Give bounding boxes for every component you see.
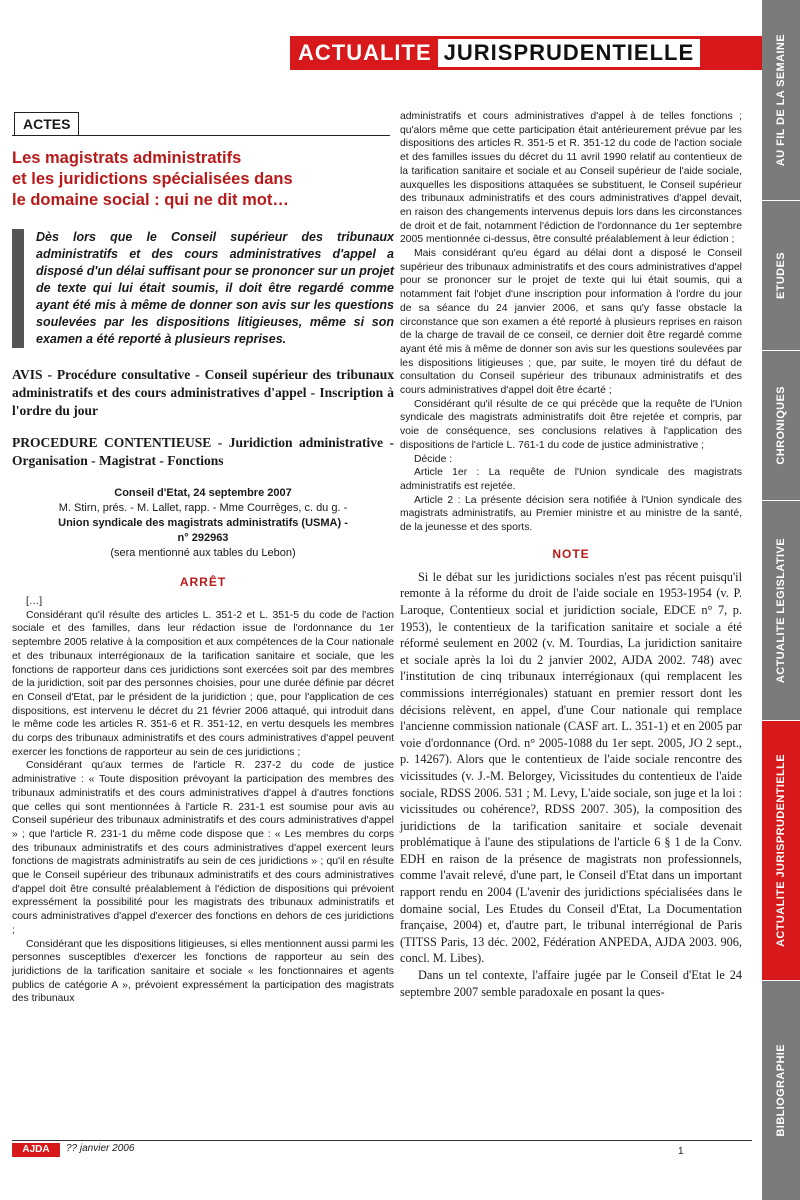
section-label: ACTES: [14, 112, 79, 136]
arret-continued: [400, 110, 742, 535]
right-column: [400, 110, 742, 1000]
summary-bar: [12, 229, 24, 348]
ref-judges: M. Stirn, prés. - M. Lallet, rapp. - Mme Courrèges, c. du g. -: [58, 502, 348, 514]
section-sidebar: [762, 0, 800, 1200]
ajda-logo: AJDA: [12, 1143, 60, 1157]
tab-actualite-jurisprudentielle[interactable]: ACTUALITE JURISPRUDENTIELLE: [762, 720, 800, 980]
note-heading: NOTE: [552, 546, 590, 561]
tab-bibliographie[interactable]: BIBLIOGRAPHIE: [762, 980, 800, 1200]
arret-paragraph: Considérant qu'aux termes de l'article R. 237-2 du code de justice administrative : « Toute disposition prévoyant la participation des membres des tribunaux administratifs et des cours administratives d'appel à d'autres fonctions que celles qui sont mentionnées à l'article R. 231-1 est soumise pour avis au Conseil supérieur des tribunaux administratifs et des cours administratives d'appel » ; que l'article R. 231-1 du même code dispose que : « Les membres du corps des tribunaux administratifs et des cours administratives d'appel exercent leurs fonctions de magistrats administratifs au sein de ces juridictions » ; qu'il en résulte que le Conseil supérieur des tribunaux administratifs et des cours administratives d'appel doit être consulté préalablement à l'édiction de dispositions qui prévoient expressément la possibilité pour les magistrats des tribunaux administratifs et cours administratives d'appel d'exercer des fonctions en dehors de ces juridictions ;: [12, 760, 394, 936]
section-banner: [290, 36, 762, 70]
arret-paragraph: Mais considérant qu'eu égard au délai dont a disposé le Conseil supérieur des tribunaux administratifs et des cours administratives d'appel pour se prononcer sur le projet de texte qui lui était soumis, qui a notamment fait l'objet d'une inscription pour information à l'ordre du jour de sa séance du 24 janvier 2006, et sans qu'y fasse obstacle la circonstance que son examen a été reporté à plusieurs reprises en raison de la charge de travail de ce conseil, ce dernier doit être regardé comme ayant été mis à même de donner son avis sur les questions soulevées par les dispositions litigieuses ; que, par suite, le moyen tiré du défaut de consultation du Conseil supérieur des tribunaux administratifs et des cours administratives d'appel doit être écarté ;: [400, 248, 742, 397]
arret-paragraph: Considérant qu'il résulte de ce qui précède que la requête de l'Union syndicale des magistrats administratifs doit être rejetée et compris, par voie de conséquence, ses conclusions relatives à l'application des dispositions de l'article L. 761-1 du code de justice administrative ;: [400, 398, 742, 451]
note-paragraph: Dans un tel contexte, l'affaire jugée par le Conseil d'Etat le 24 septembre 2007 semble paradoxale en posant la ques-: [400, 968, 742, 999]
arret-heading: ARRÊT: [179, 575, 227, 589]
arret-text: [12, 595, 394, 1006]
tab-etudes[interactable]: ETUDES: [762, 200, 800, 350]
keywords-procedure: PROCEDURE CONTENTIEUSE - Juridiction administrative - Organisation - Magistrat - Fonctions: [12, 435, 394, 468]
arret-paragraph: Article 1er : La requête de l'Union syndicale des magistrats administratifs est rejetée.: [400, 467, 742, 492]
page-number: 1: [678, 1146, 684, 1157]
arret-paragraph: administratifs et cours administratives d'appel à de telles fonctions ; qu'alors même que cette participation était antérieurement prévue par les dispositions des articles R. 351-5 et R. 351-12 du code de l'action sociale et des familles issues du décret du 11 avril 1990 relatif au contentieux de la tarification sanitaire et sociale et au Conseil supérieur de l'aide sociale, auxquelles les dispositions attaquées se substituent, le Conseil supérieur des tribunaux administratifs et des cours administratives d'appel devait, en raison des changements intervenus depuis lors dans les circonstances de droit et de fait, notamment l'édiction de l'ordonnance du 1er septembre 2005 mentionnée ci-dessus, être consulté préalablement à leur édiction ;: [400, 111, 742, 246]
decision-reference: [12, 486, 394, 561]
tab-actualite-legislative[interactable]: ACTUALITE LEGISLATIVE: [762, 500, 800, 720]
arret-paragraph: Décide :: [414, 453, 453, 465]
keywords-avis: AVIS - Procédure consultative - Conseil supérieur des tribunaux administratifs et des cours administratives d'appel - Inscription à l'ordre du jour: [12, 367, 394, 418]
ref-mention: (sera mentionné aux tables du Lebon): [110, 547, 296, 559]
summary-box: [12, 229, 394, 348]
ref-court: Conseil d'Etat, 24 septembre 2007: [114, 487, 292, 499]
arret-paragraph: Considérant qu'il résulte des articles L. 351-2 et L. 351-5 du code de l'action sociale et des familles, dans leur rédaction issue de l'ordonnance du 1er septembre 2005 relative à la composition et aux compétences de la Cour nationale et des tribunaux interrégionaux de la tarification sanitaire et sociale, que les fonctions de rapporteur dans ces juridictions sont exercées soit par des membres de la juridiction, soit par des personnes choisies, pour une durée définie par décret en Conseil d'Etat, par le président de la juridiction ; que, pour l'application de ces dispositions, est intervenu le décret du 21 février 2006 attaqué, qui introduit dans le même code les articles R. 351-6 et R. 351-12, en vertu desquels les membres du corps des tribunaux administratifs et des cours administratives d'appel peuvent exercer les fonctions de rapporteur au sein de ces juridictions ;: [12, 609, 394, 758]
banner-word-actualite: ACTUALITE: [298, 40, 432, 65]
banner-word-jurisprudentielle: JURISPRUDENTIELLE: [438, 39, 700, 67]
tab-au-fil-de-la-semaine[interactable]: AU FIL DE LA SEMAINE: [775, 33, 787, 167]
note-text: [400, 569, 742, 1000]
ref-party: Union syndicale des magistrats administratifs (USMA) -: [58, 517, 348, 529]
tab-chroniques[interactable]: CHRONIQUES: [762, 350, 800, 500]
arret-paragraph: […]: [26, 596, 43, 607]
left-column: [12, 112, 394, 1006]
summary-text: Dès lors que le Conseil supérieur des tribunaux administratifs et des cours administratives d'appel a disposé d'un délai suffisant pour se prononcer sur un projet de texte qui lui était soumis, il doit être regardé comme ayant été mis à même de donner son avis sur les questions soulevées par les dispositions litigieuses, même si son examen a été reporté à plusieurs reprises.: [36, 230, 394, 346]
article-title: Les magistrats administratifs et les juridictions spécialisées dans le domaine social : qui ne dit mot…: [12, 149, 293, 209]
note-paragraph: Si le débat sur les juridictions sociales n'est pas récent puisqu'il remonte à la réforme du droit de l'aide sociale en 1953-1954 (v. P. Laroque, Contentieux social et juridiction sociale, EDCE n° 7, p. 1953), le contentieux de la tarification sanitaire et sociale a été réformé seulement en 2002 (v. M. Tourdias, La juridiction sanitaire et sociale après la loi du 2 janvier 2002, AJDA 2002. 748) avec l'institution de cinq tribunaux interrégionaux (qui remplacent les commissions interrégionales) statuant en premier ressort dont les décisions relèvent, en appel, d'une Cour nationale qui remplace l'ancienne commission nationale (CASF art. L. 351-1) et en 2005 par voie d'ordonnance (Ord. n° 2005-1088 du 1er sept. 2005, JO 2 sept., p. 14267). Alors que le contentieux de l'aide sociale rencontre des vicissitudes (v. J.-M. Belorgey, Vicissitudes du contentieux de l'aide sociale, RDSS 2006. 531 ; M. Levy, L'aide sociale, son juge et la loi : vicissitudes ou cohérence?, RDSS 2007. 305), la composition des juridictions de la tarification sanitaire et sociale devenait problématique à l'aune des stipulations de l'article 6 § 1 de la Conv. EDH en raison de la présence de magistrats non professionnels, comme l'avait relevé, d'une part, le Conseil d'Etat dans un important rapport rendu en 2004 (L'avenir des juridictions spécialisées dans le domaine social, Les Etudes du Conseil d'Etat, La Documentation française, 2004) et, d'autre part, le tribunal interrégional de Paris (TITSS Paris, 13 déc. 2002, Fédération ANPEDA, AJDA 2003. 906, concl. M. Libes).: [400, 569, 742, 966]
issue-date: ?? janvier 2006: [66, 1143, 135, 1154]
arret-paragraph: Considérant que les dispositions litigieuses, si elles mentionnent aussi parmi les personnes susceptibles d'exercer les fonctions de rapporteur au sein des juridictions de la tarification sanitaire et sociale « les fonctionnaires et agents publics de catégorie A », prévoient expressément la participation des magistrats des tribunaux: [12, 938, 394, 1005]
ref-number: n° 292963: [177, 532, 229, 544]
page-footer: [12, 1140, 752, 1157]
footer-rule: [12, 1140, 752, 1141]
arret-paragraph: Article 2 : La présente décision sera notifiée à l'Union syndicale des magistrats administratifs, au Premier ministre et au ministre de la santé, de la jeunesse et des sports.: [400, 494, 742, 534]
